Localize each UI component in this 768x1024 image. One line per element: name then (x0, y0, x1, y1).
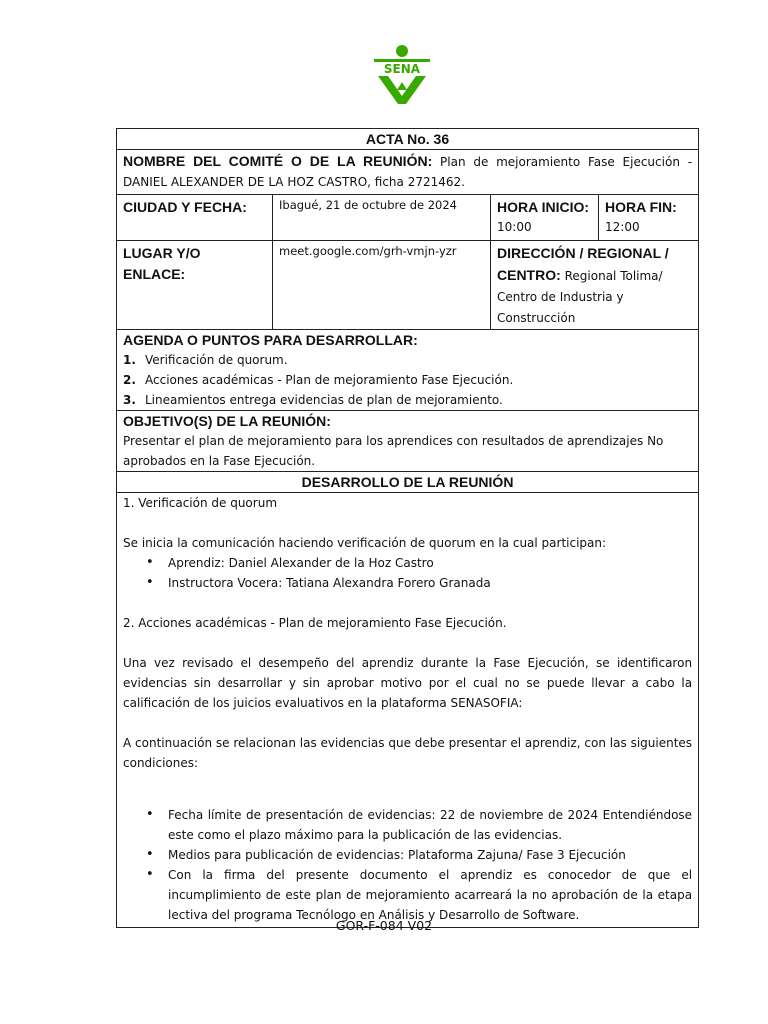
objective-value: Presentar el plan de mejoramiento para los aprendices con resultados de aprendizajes No aprobados en la Fase Ejecución. (123, 434, 664, 468)
end-time-value: 12:00 (605, 220, 640, 234)
section1-intro: Se inicia la comunicación haciendo verificación de quorum en la cual participan: (123, 536, 607, 550)
acta-table (116, 128, 699, 928)
agenda-label: AGENDA O PUNTOS PARA DESARROLLAR: (123, 332, 418, 348)
city-row (117, 195, 699, 241)
place-value: meet.google.com/grh-vmjn-yzr (273, 241, 491, 330)
objective-label: OBJETIVO(S) DE LA REUNIÓN: (123, 413, 331, 429)
participants-list (123, 553, 692, 593)
acta-title-row (117, 129, 699, 150)
city-label: CIUDAD Y FECHA: (123, 199, 247, 215)
conditions-list (123, 793, 692, 927)
city-value: Ibagué, 21 de octubre de 2024 (273, 195, 491, 241)
place-row (117, 241, 699, 330)
committee-value: Plan de mejoramiento Fase Ejecución - DANIEL ALEXANDER DE LA HOZ CASTRO, ficha 2721462. (123, 155, 693, 189)
agenda-row (117, 330, 699, 411)
development-label: DESARROLLO DE LA REUNIÓN (117, 472, 699, 493)
agenda-item: 1. Verificación de quorum. (123, 353, 288, 367)
sena-logo-icon (370, 44, 434, 106)
sena-logo (370, 44, 434, 106)
section2-paragraph-2: A continuación se relacionan las evidencias que debe presentar el aprendiz, con las siguientes condiciones: (123, 736, 693, 770)
form-code: GOR-F-084 V02 (335, 918, 433, 933)
condition-item: • Fecha límite de presentación de evidencias: 22 de noviembre de 2024 Entendiéndose este como el plazo máximo para la publicación de las evidencias. (168, 805, 692, 845)
section2-title: 2. Acciones académicas - Plan de mejoramiento Fase Ejecución. (123, 616, 507, 630)
development-row (117, 493, 699, 928)
development-title-row (117, 472, 699, 493)
end-time-label: HORA FIN: (605, 199, 677, 215)
section1-title: 1. Verificación de quorum (123, 496, 278, 510)
agenda-item: 3. Lineamientos entrega evidencias de plan de mejoramiento. (123, 393, 503, 407)
committee-row (117, 150, 699, 195)
section2-paragraph-1: Una vez revisado el desempeño del aprendiz durante la Fase Ejecución, se identificaron evidencias sin desarrollar y sin aprobar motivo por el cual no se puede llevar a cabo la calificación de los juicios evaluativos en la plataforma SENASOFIA: (123, 656, 693, 710)
agenda-list (123, 350, 692, 410)
place-label: LUGAR Y/O ENLACE: (123, 245, 201, 282)
participant-item: • Instructora Vocera: Tatiana Alexandra Forero Granada (168, 573, 692, 593)
committee-label: NOMBRE DEL COMITÉ O DE LA REUNIÓN: (123, 153, 433, 169)
participant-item: • Aprendiz: Daniel Alexander de la Hoz Castro (168, 553, 692, 573)
condition-item: • Con la firma del presente documento el aprendiz es conocedor de que el incumplimiento de este plan de mejoramiento acarreará la no aprobación de la etapa lectiva del programa Tecnólogo en Análisis y Desarrollo de Software. (168, 865, 692, 925)
start-time-label: HORA INICIO: (497, 199, 590, 215)
direction-value: Regional Tolima/ Centro de Industria y Construcción (497, 269, 663, 325)
logo-text: SENA (383, 62, 421, 76)
condition-item: • Medios para publicación de evidencias: Plataforma Zajuna/ Fase 3 Ejecución (168, 845, 692, 865)
direction-label: DIRECCIÓN / REGIONAL / CENTRO: (497, 245, 669, 283)
start-time-value: 10:00 (497, 220, 532, 234)
objective-row (117, 411, 699, 472)
agenda-item: 2. Acciones académicas - Plan de mejoramiento Fase Ejecución. (123, 373, 514, 387)
acta-title: ACTA No. 36 (117, 129, 699, 150)
